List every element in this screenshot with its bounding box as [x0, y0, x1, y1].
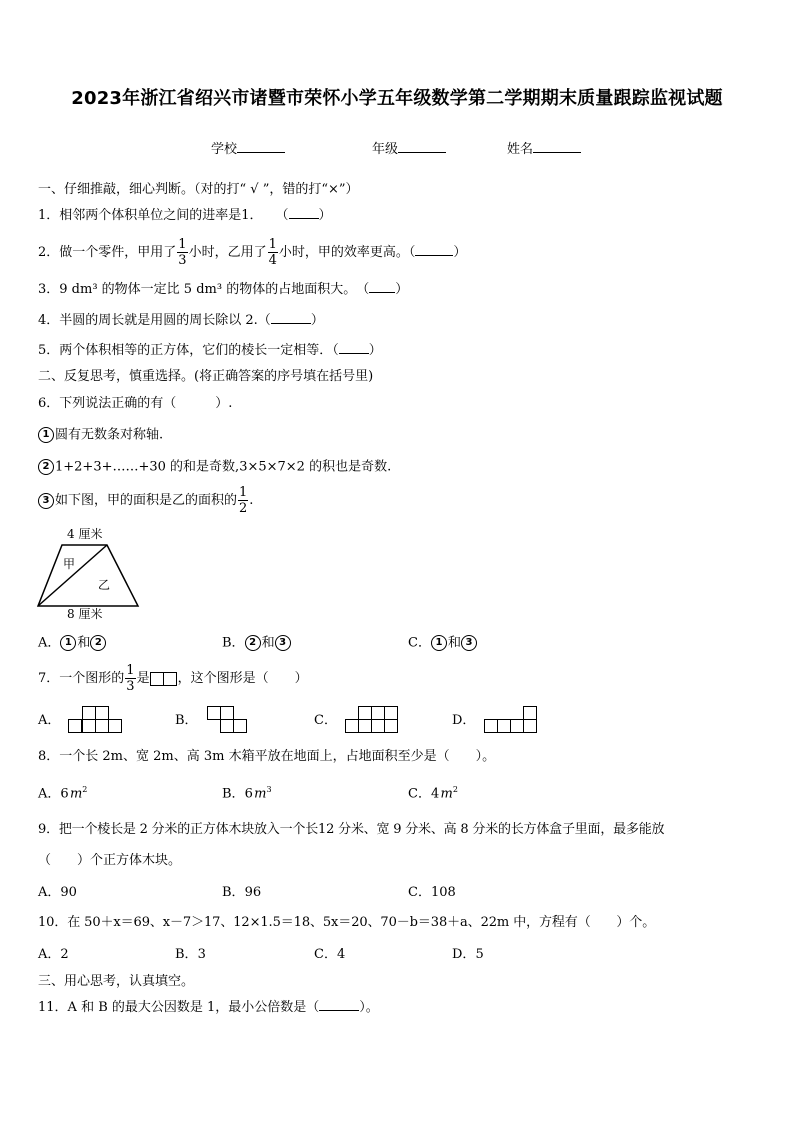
statement-1: 1 圆有无数条对称轴.: [38, 427, 163, 443]
school-blank[interactable]: [237, 152, 285, 153]
q9-option-b[interactable]: B．96: [222, 885, 262, 900]
q7-option-c-figure[interactable]: [345, 706, 403, 734]
school-label: 学校: [211, 142, 238, 157]
question-6: 6．下列说法正确的有（ ）.: [38, 396, 233, 411]
q9-option-c[interactable]: C．108: [408, 885, 456, 900]
q6-option-b[interactable]: B． 2 和 3: [222, 635, 292, 651]
fraction: $\frac{1}{3}$: [126, 663, 135, 694]
q7-option-d[interactable]: D．: [452, 713, 476, 728]
answer-blank[interactable]: [319, 1010, 359, 1011]
circled-number: 1: [431, 635, 447, 651]
two-squares-figure: [150, 672, 178, 686]
question-2: 2．做一个零件，甲用了 $\frac{1}{3}$ 小时，乙用了 $\frac{1}{4}$ 小时，甲的效率更高。（ ）: [38, 237, 467, 268]
fraction: $\frac{1}{2}$: [239, 485, 248, 516]
question-3: 3．9 dm³ 的物体一定比 5 dm³ 的物体的占地面积大。 （ ）: [38, 282, 409, 297]
school-field[interactable]: [211, 143, 285, 156]
fraction: $\frac{1}{3}$: [178, 237, 187, 268]
answer-blank[interactable]: [271, 323, 311, 324]
fraction: $\frac{1}{4}$: [268, 237, 277, 268]
circled-number: 3: [461, 635, 477, 651]
circled-number: 3: [275, 635, 291, 651]
answer-blank[interactable]: [339, 353, 369, 354]
section-2-heading: 二、反复思考，慎重选择。(将正确答案的序号填在括号里): [38, 369, 374, 384]
question-8: 8．一个长 2m、宽 2m、高 3m 木箱平放在地面上，占地面积至少是（ ）。: [38, 749, 496, 764]
name-field[interactable]: [507, 143, 581, 156]
q10-option-c[interactable]: C．4: [314, 947, 346, 962]
section-3-heading: 三、用心思考，认真填空。: [38, 974, 195, 989]
answer-blank[interactable]: [369, 292, 395, 293]
q7-option-b-figure[interactable]: [207, 706, 251, 734]
region-yi-label: 乙: [98, 578, 111, 592]
region-jia-label: 甲: [63, 557, 76, 571]
q10-option-d[interactable]: D．5: [452, 947, 484, 962]
q8-option-b[interactable]: B．6 $m^3$: [222, 785, 272, 802]
statement-2: 2 1+2+3+……+30 的和是奇数,3×5×7×2 的积也是奇数.: [38, 459, 391, 475]
trapezoid-figure: [36, 544, 142, 608]
q8-option-c[interactable]: C．4 $m^2$: [408, 785, 458, 802]
circled-number: 3: [38, 493, 54, 509]
q6-option-c[interactable]: C． 1 和 3: [408, 635, 478, 651]
question-9-line-1: 9．把一个棱长是 2 分米的正方体木块放入一个长12 分米、宽 9 分米、高 8 分米的长方体盒子里面，最多能放: [38, 822, 665, 837]
statement-3: 3 如下图，甲的面积是乙的面积的 $\frac{1}{2}$ .: [38, 484, 253, 518]
question-9-line-2: （ ）个正方体木块。: [38, 853, 182, 868]
section-1-heading: 一、仔细推敲，细心判断。（对的打“ √ ”，错的打“×”）: [38, 182, 359, 197]
trapezoid-outline: [38, 545, 138, 606]
page-title: 2023年浙江省绍兴市诸暨市荣怀小学五年级数学第二学期期末质量跟踪监视试题: [71, 88, 723, 109]
question-4: 4．半圆的周长就是用圆的周长除以 2.（ ）: [38, 313, 324, 328]
q6-option-a[interactable]: A． 1 和 2: [38, 635, 107, 651]
grade-blank[interactable]: [398, 152, 446, 153]
grade-label: 年级: [372, 142, 399, 157]
name-blank[interactable]: [533, 152, 581, 153]
question-1: 1．相邻两个体积单位之间的进率是1． （ ）: [38, 208, 332, 223]
q7-option-a[interactable]: A．: [38, 713, 61, 728]
grade-field[interactable]: [372, 143, 446, 156]
q8-option-a[interactable]: A．6 $m^2$: [38, 785, 88, 802]
circled-number: 2: [38, 459, 54, 475]
circled-number: 2: [90, 635, 106, 651]
q9-option-a[interactable]: A．90: [38, 885, 77, 900]
figure-bottom-label: 8 厘米: [67, 607, 103, 621]
circled-number: 2: [245, 635, 261, 651]
question-11: 11．A 和 B 的最大公因数是 1，最小公倍数是（ ）。: [38, 1000, 379, 1015]
trapezoid-diagonal: [38, 545, 107, 606]
q7-option-d-figure[interactable]: [484, 706, 542, 734]
question-7: 7．一个图形的 $\frac{1}{3}$ 是 ，这个图形是（ ）: [38, 663, 308, 694]
q10-option-b[interactable]: B．3: [175, 947, 206, 962]
figure-top-label: 4 厘米: [67, 527, 103, 541]
name-label: 姓名: [507, 142, 534, 157]
question-5: 5．两个体积相等的正方体，它们的棱长一定相等．（ ）: [38, 343, 382, 358]
q7-option-a-figure[interactable]: [68, 706, 124, 734]
q7-option-c[interactable]: C．: [314, 713, 337, 728]
answer-blank[interactable]: [289, 218, 319, 219]
answer-blank[interactable]: [415, 255, 453, 256]
circled-number: 1: [38, 427, 54, 443]
q7-option-b[interactable]: B．: [175, 713, 198, 728]
q10-option-a[interactable]: A．2: [38, 947, 69, 962]
question-10: 10．在 50＋x＝69、x－7＞17、12×1.5＝18、5x＝20、70－b＝38＋a、22m 中，方程有（ ）个。: [38, 915, 656, 930]
circled-number: 1: [60, 635, 76, 651]
